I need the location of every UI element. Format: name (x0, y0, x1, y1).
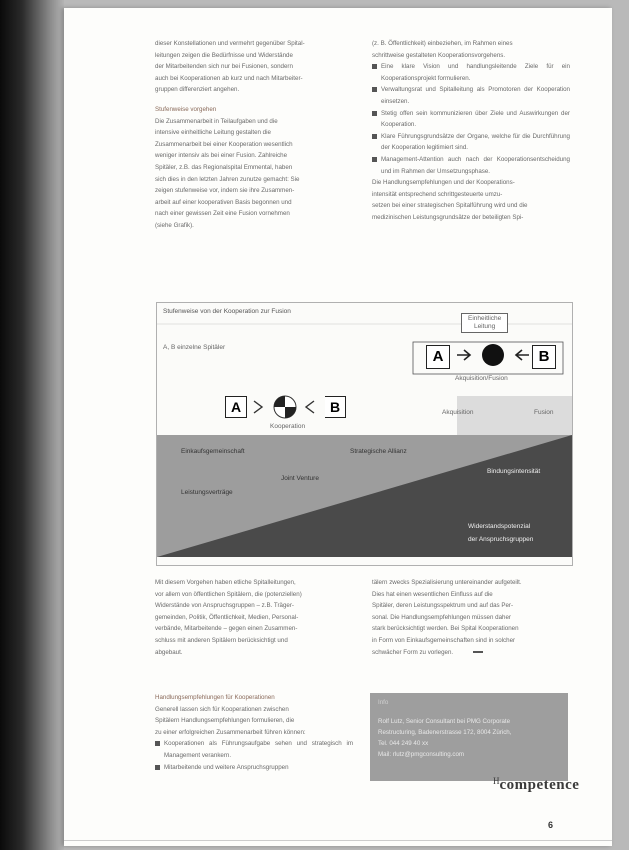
column-4 (372, 577, 570, 658)
label-akquisition-fusion: Akquisition/Fusion (455, 375, 508, 382)
hospital-b-box: B (325, 396, 346, 418)
text-line (372, 647, 570, 659)
text-line: Spitäler, deren Leistungsspektrum und auf das Per- (372, 602, 514, 610)
text-line: Spitälern Handlungsempfehlungen formulieren, die (155, 717, 295, 725)
label-widerstand: der Anspruchsgruppen (468, 536, 534, 543)
text-line: Zusammenarbeit bei einer Kooperation wesentlich (155, 140, 293, 148)
text-line: zeigen stufenweise vor, indem sie ihre Zusammen- (155, 187, 295, 195)
label-fusion: Fusion (534, 409, 554, 416)
text-segment: schwächer Form zu vorlegen. (372, 648, 454, 656)
section-heading: Stufenweise vorgehen (155, 105, 217, 113)
merged-circle-icon (482, 344, 504, 366)
column-5 (155, 684, 353, 773)
text-line: Dies hat einen wesentlichen Einfluss auf die (372, 590, 493, 598)
text-line: leitungen zeigen die Bedürfnisse und Widerstände (155, 51, 293, 59)
unified-leadership-box (461, 313, 508, 333)
hospital-b-box: B (532, 345, 556, 369)
label-akquisition: Akquisition (442, 409, 474, 416)
info-box (370, 693, 568, 781)
text-line: nach einer gewissen Zeit eine Fusion vornehmen (155, 210, 290, 218)
text-line: gruppen differenziert angehen. (155, 86, 240, 94)
competence-logo (493, 776, 579, 794)
bullet-item: Management-Attention auch nach der Kooperationsentscheidung und im Rahmen der Umsetzungsphase. (372, 154, 570, 177)
text-line: tälern zwecks Spezialisierung untereinander aufgeteilt. (372, 579, 522, 586)
hospital-a-box: A (426, 345, 450, 369)
text-line: schrittweise gestalteten Kooperationsvorgehens. (372, 51, 506, 59)
unified-leadership-label: Leitung (473, 323, 496, 330)
arrow-right-icon (254, 401, 262, 413)
arrow-right-icon (457, 350, 470, 360)
text-line: gemeinden, Politik, Öffentlichkeit, Medien, Personal- (155, 613, 299, 621)
label-kooperation: Kooperation (270, 423, 306, 430)
bullet-item: Klare Führungsgrundsätze der Organe, welche für die Durchführung der Kooperation legitimiert sind. (372, 131, 570, 154)
text-line: medizinischen Leistungsgrundsätze der beteiligten Spi- (372, 213, 524, 221)
label-einkauf: Einkaufsgemeinschaft (181, 448, 245, 455)
text-line: stark berücksichtigt werden. Bei Spital Kooperationen (372, 625, 519, 633)
text-line: vor allem von öffentlichen Spitälern, die (potenziellen) (155, 590, 302, 598)
text-line: in Form von Einkaufsgemeinschaften sind in solcher (372, 636, 516, 644)
column-3 (155, 577, 353, 658)
text-line: Mit diesem Vorgehen haben etliche Spitalleitungen, (155, 579, 296, 586)
column-1 (155, 38, 353, 232)
logo-text: competence (499, 777, 580, 793)
info-box-title: Info (378, 699, 389, 706)
label-widerstand: Widerstandspotenzial (468, 523, 531, 530)
text-line: schluss mit anderen Spitälern berücksichtigt und (155, 636, 288, 644)
text-line: auch bei Kooperationen ab kurz und nach Mitarbeiter- (155, 74, 303, 82)
text-line: Die Handlungsempfehlungen und der Kooperations- (372, 179, 515, 187)
arrow-left-icon (516, 350, 529, 360)
hospital-a-box: A (225, 396, 247, 418)
text-line: arbeit auf einer kooperativen Basis begonnen und (155, 198, 292, 206)
label-strategische: Strategische Allianz (350, 448, 407, 455)
unified-leadership-label: Einheitliche (468, 315, 502, 322)
text-line: (siehe Grafik). (155, 221, 194, 229)
label-leistung: Leistungsverträge (181, 489, 233, 496)
bullet-item: Stetig offen sein kommunizieren über Ziele und Auswirkungen der Kooperation. (372, 108, 570, 131)
label-bindung: Bindungsintensität (487, 468, 541, 475)
page-bottom-rule (64, 840, 612, 841)
text-line: Generell lassen sich für Kooperationen zwischen (155, 705, 289, 713)
text-line: dieser Konstellationen und vermehrt gegenüber Spital- (155, 40, 305, 47)
bullet-item: Mitarbeitende und weitere Anspruchsgruppen (155, 762, 353, 774)
figure-title: Stufenweise von der Kooperation zur Fusion (163, 308, 291, 315)
pie-slice-icon (285, 407, 296, 418)
text-line: Die Zusammenarbeit in Teilaufgaben und die (155, 117, 278, 125)
info-line: Restructuring, Badenerstrasse 172, 8004 Zürich, (378, 729, 512, 736)
info-line: Tel. 044 249 40 xx (378, 740, 429, 747)
text-line: Widerstände von Anspruchsgruppen – z.B. Träger- (155, 602, 294, 610)
info-line: Rolf Lutz, Senior Consultant bei PMG Corporate (378, 718, 511, 725)
text-line: sich dies in den letzten Jahren zunutze gemacht: Sie (155, 175, 300, 183)
akquisition-fusion-band (457, 396, 572, 435)
arrow-left-icon (306, 401, 314, 413)
text-line: zu einer erfolgreichen Zusammenarbeit führen können: (155, 728, 306, 736)
text-line: weniger intensiv als bei einer Fusion. Zahlreiche (155, 152, 288, 160)
cooperation-figure (156, 302, 573, 566)
label-joint: Joint Venture (281, 475, 319, 482)
text-line: der Mitarbeitenden sich nur bei Fusionen, sondern (155, 63, 293, 71)
end-mark (473, 651, 483, 653)
text-line: verbände, Mitarbeitende – gegen einen Zusammen- (155, 625, 298, 633)
text-line: setzen bei einer strategischen Spitalführung wird und die (372, 202, 528, 210)
text-line: intensive einheitliche Leitung gestalten die (155, 129, 271, 137)
scan-shadow (0, 0, 64, 850)
pie-slice-icon (274, 396, 285, 407)
section-heading: Handlungsempfehlungen für Kooperationen (155, 694, 275, 701)
bullet-item: Verwaltungsrat und Spitalleitung als Promotoren der Kooperation einsetzen. (372, 84, 570, 107)
bullet-item: Eine klare Vision und handlungsleitende Ziele für ein Kooperationsprojekt formulieren. (372, 61, 570, 84)
page-number: 6 (548, 820, 554, 830)
text-line: (z. B. Öffentlichkeit) einbeziehen, im Rahmen eines (372, 40, 513, 47)
column-2 (372, 38, 570, 224)
text-line: sonal. Die Handlungsempfehlungen müssen daher (372, 613, 511, 621)
bullet-item: Kooperationen als Führungsaufgabe sehen und strategisch im Management verankern. (155, 738, 353, 761)
text-line: abgebaut. (155, 648, 183, 656)
info-line: Mail: rlutz@pmgconsulting.com (378, 751, 465, 758)
logo-h: H (493, 776, 500, 786)
text-line: intensität entsprechend schrittgesteuerte umzu- (372, 190, 503, 198)
legend-single: A, B einzelne Spitäler (163, 344, 226, 351)
text-line: Spitäler, z.B. das Regionalspital Emmental, haben (155, 163, 293, 171)
